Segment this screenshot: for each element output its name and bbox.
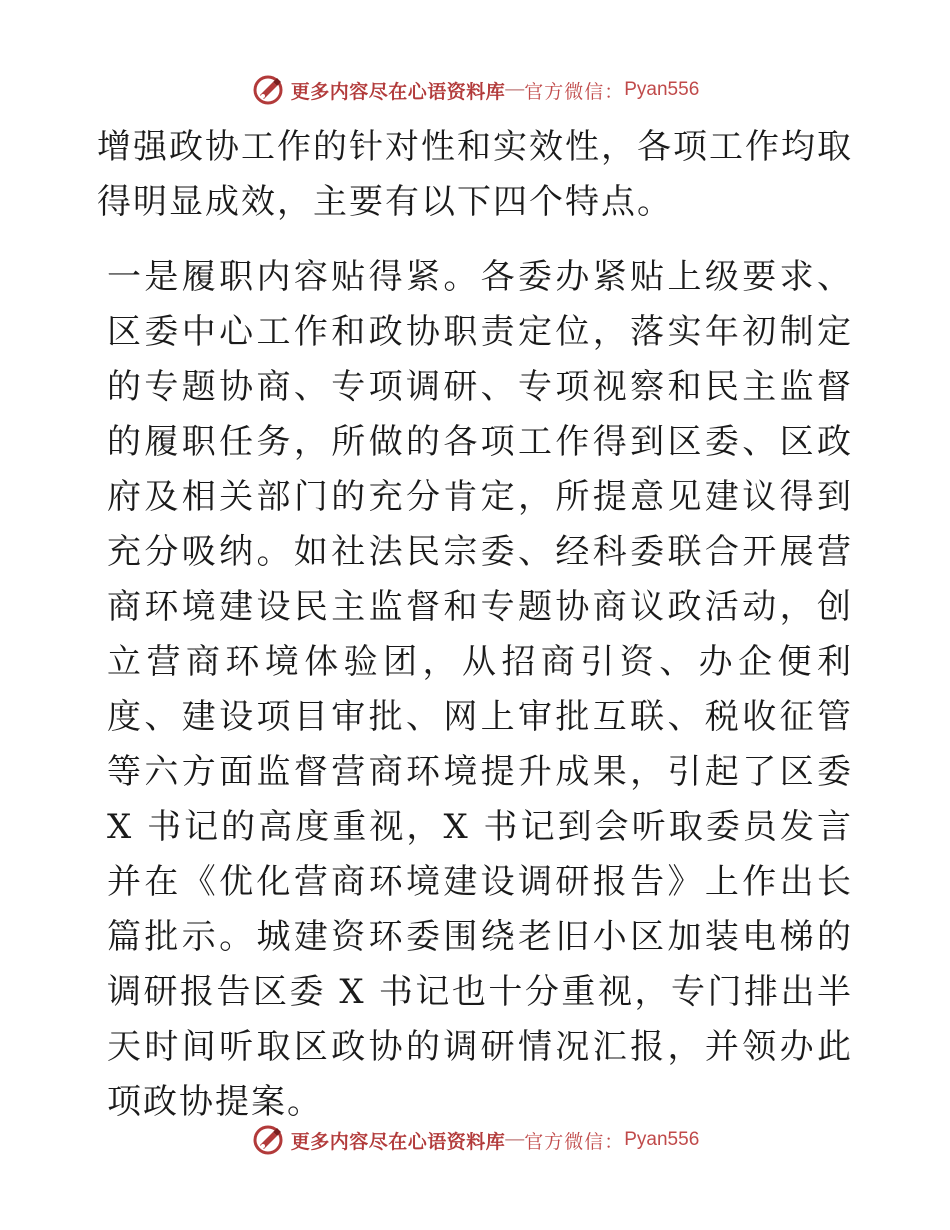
header-contact-label: 官方微信： — [524, 80, 625, 103]
header-separator: — — [505, 79, 525, 100]
header-text — [291, 77, 700, 104]
footer-main-text: 更多内容尽在心语资料库 — [290, 1130, 506, 1153]
footer-contact-label: 官方微信： — [524, 1130, 625, 1153]
header-main-text: 更多内容尽在心语资料库 — [290, 80, 506, 103]
footer-text — [291, 1127, 700, 1154]
footer-separator: — — [505, 1129, 525, 1150]
brand-logo-icon — [251, 1123, 285, 1157]
footer-handle: Pyan556 — [624, 1129, 700, 1150]
paragraph-intro: 增强政协工作的针对性和实效性，各项工作均取得明显成效，主要有以下四个特点。 — [97, 127, 853, 222]
header-banner — [0, 70, 950, 110]
header-handle: Pyan556 — [624, 79, 700, 100]
brand-logo-icon — [251, 73, 285, 107]
footer-banner — [0, 1120, 950, 1160]
paragraph-feature-one: 一是履职内容贴得紧。各委办紧贴上级要求、区委中心工作和政协职责定位，落实年初制定的专题协商、专项调研、专项视察和民主监督的履职任务，所做的各项工作得到区委、区政府及相关部门的充分肯定，所提意见建议得到充分吸纳。如社法民宗委、经科委联合开展营商环境建设民主监督和专题协商议政活动，创立营商环境体验团，从招商引资、办企便利度、建设项目审批、网上审批互联、税收征管等六方面监督营商环境提升成果，引起了区委 X 书记的高度重视，X 书记到会听取委员发言并在《优化营商环境建设调研报告》上作出长篇批示。城建资环委围绕老旧小区加装电梯的调研报告区委 X 书记也十分重视，专门排出半天时间听取区政协的调研情况汇报，并领办此项政协提案。 — [107, 257, 853, 1122]
document-body — [97, 120, 853, 1130]
